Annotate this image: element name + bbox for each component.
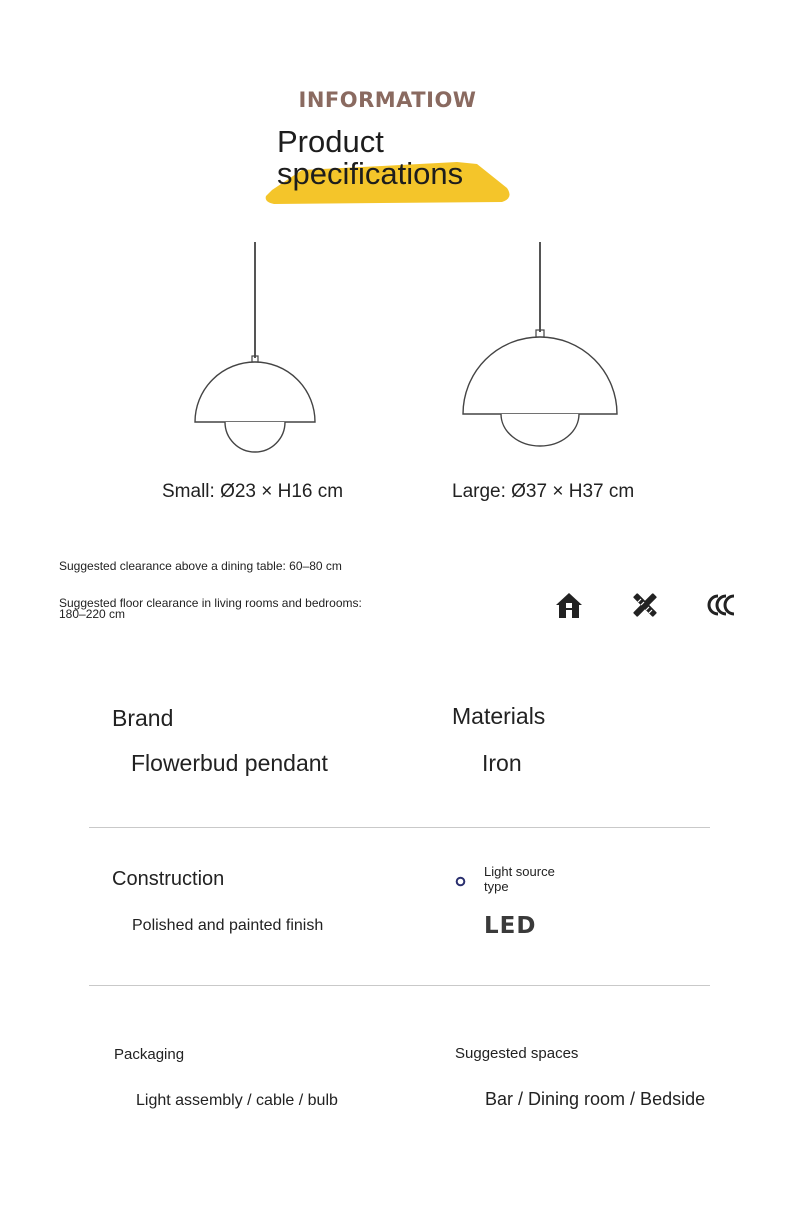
divider [89,985,710,986]
living-clearance-note: Suggested floor clearance in living rooms and bedrooms: 180–220 cm [59,596,362,621]
light-source-label: Light source type [484,864,555,894]
suggested-spaces-label: Suggested spaces [455,1045,579,1062]
light-source-value: LED [484,913,537,939]
materials-value: Iron [482,750,522,776]
small-lamp-illustration [180,240,330,455]
small-size-label: Small: Ø23 × H16 cm [162,481,344,502]
materials-label: Materials [452,703,546,729]
construction-label: Construction [112,868,225,890]
home-icon [554,590,584,620]
packaging-label: Packaging [114,1046,185,1063]
packaging-value: Light assembly / cable / bulb [136,1092,338,1109]
dining-clearance-note: Suggested clearance above a dining table: 60–80 cm [59,559,342,573]
large-lamp-illustration [450,240,630,455]
suggested-spaces-value: Bar / Dining room / Bedside [485,1089,706,1109]
section-header-label: INFORMATIOW [298,88,477,112]
tools-icon [630,590,660,620]
ccc-certification-icon [706,590,740,620]
large-size-label: Large: Ø37 × H37 cm [452,481,635,502]
light-source-dot-icon [455,876,466,887]
page-title-line-2: specifications [277,156,464,191]
brand-label: Brand [112,705,174,731]
brand-value: Flowerbud pendant [131,750,328,776]
divider [89,827,710,828]
page-title-line-1: Product [277,124,384,159]
construction-value: Polished and painted finish [132,917,324,934]
page-title [277,126,463,190]
